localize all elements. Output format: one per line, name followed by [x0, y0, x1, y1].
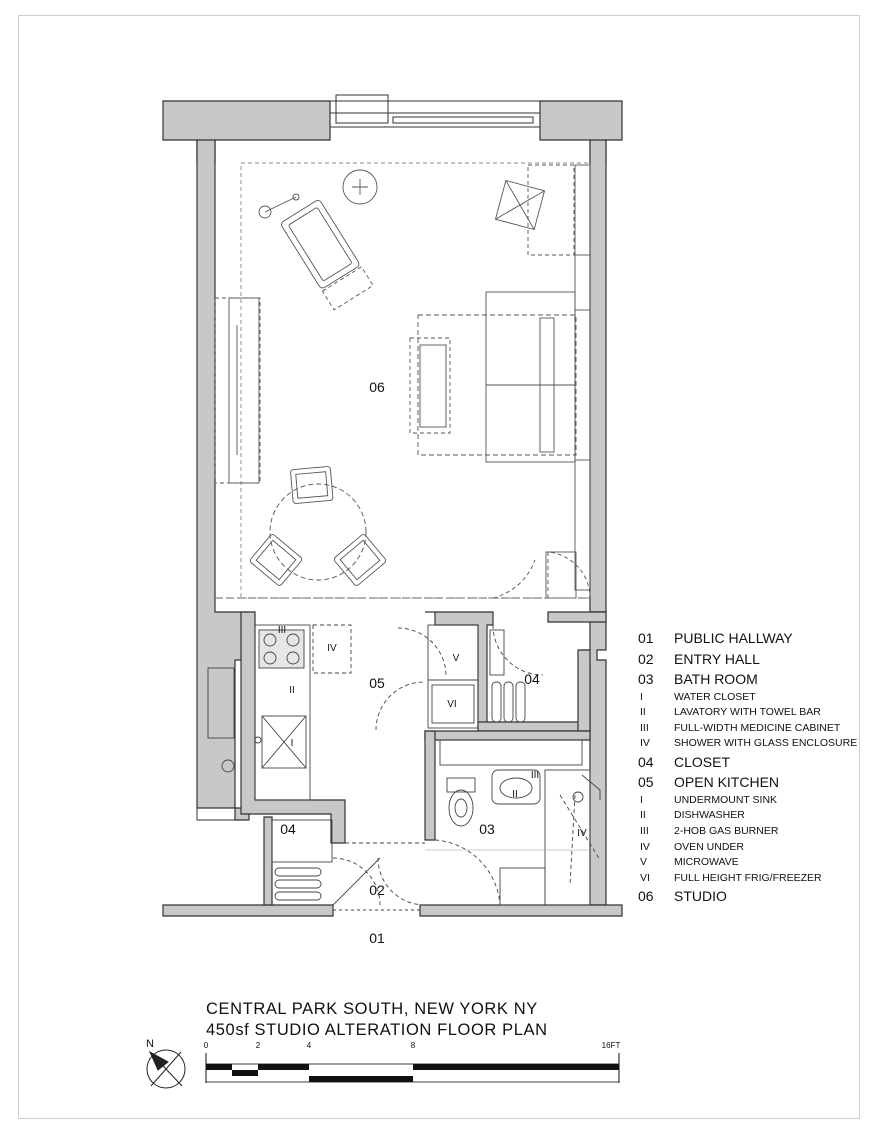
legend-code: 06 — [638, 888, 654, 905]
legend-subitem-code: I — [640, 690, 643, 703]
legend-item — [638, 669, 868, 690]
scale-tick-0: 0 — [203, 1041, 209, 1050]
legend-subitem-label: UNDERMOUNT SINK — [674, 793, 778, 806]
legend-subitem-label: 2-HOB GAS BURNER — [674, 825, 779, 838]
scale-tick-16: 16FT — [601, 1041, 621, 1050]
legend-subitem-label: DISHWASHER — [674, 809, 745, 822]
scale-bar — [204, 1041, 621, 1083]
legend-subitem — [638, 824, 868, 840]
legend-subitem-code: IV — [640, 737, 650, 750]
legend-subitem-code: III — [640, 721, 649, 734]
legend-subitem — [638, 855, 868, 871]
legend-subitem-label: MICROWAVE — [674, 856, 739, 869]
legend-subitem-code: IV — [640, 840, 650, 853]
title-line-1: CENTRAL PARK SOUTH, NEW YORK NY — [206, 1000, 538, 1018]
legend-subitem — [638, 690, 868, 706]
legend-subitem — [638, 705, 868, 721]
legend-subitem-code: II — [640, 809, 646, 822]
studio-furniture — [215, 163, 590, 598]
north-arrow — [146, 1038, 185, 1088]
scale-tick-8: 8 — [410, 1041, 416, 1050]
legend-item — [638, 886, 868, 907]
legend-subitem-code: VI — [640, 871, 650, 884]
legend-code: 03 — [638, 671, 654, 687]
room-labels — [277, 379, 540, 946]
legend-item — [638, 628, 868, 649]
mark-dishwasher: II — [289, 685, 295, 696]
mark-sink: I — [290, 738, 294, 749]
legend-label: ENTRY HALL — [674, 650, 760, 667]
legend-subitem — [638, 840, 868, 856]
label-open-kitchen: 05 — [369, 675, 385, 691]
label-closet-north: 04 — [524, 671, 540, 687]
legend-subitem — [638, 808, 868, 824]
legend-code: 05 — [638, 774, 654, 791]
legend-subitem-label: WATER CLOSET — [674, 690, 756, 703]
legend-subitem — [638, 721, 868, 737]
mark-fridge: VI — [447, 699, 457, 710]
drawing-title — [206, 999, 548, 1041]
mark-shower: IV — [577, 828, 587, 839]
mark-cabinet: III — [530, 770, 540, 781]
mark-microwave: V — [452, 653, 460, 664]
legend-subitem — [638, 793, 868, 809]
mark-lavatory: II — [512, 789, 518, 800]
legend-code: 02 — [638, 650, 654, 667]
legend-subitem-label: SHOWER WITH GLASS ENCLOSURE — [674, 737, 858, 750]
window — [330, 95, 540, 140]
legend-item — [638, 649, 868, 670]
legend-label: STUDIO — [674, 888, 727, 905]
legend-subitem-code: V — [640, 856, 648, 869]
legend-subitem-code: III — [640, 825, 649, 838]
legend-label: CLOSET — [674, 753, 731, 770]
legend-code: 01 — [638, 630, 654, 646]
legend-code: 04 — [638, 753, 654, 770]
legend-subitem-label: LAVATORY WITH TOWEL BAR — [674, 706, 821, 719]
north-arrow-label: N — [146, 1038, 154, 1050]
legend-label: OPEN KITCHEN — [674, 774, 780, 791]
label-bath-room: 03 — [479, 821, 495, 837]
label-entry-hall: 02 — [369, 882, 385, 898]
scale-tick-2: 2 — [255, 1041, 261, 1050]
legend-item — [638, 772, 868, 793]
legend-subitem-code: II — [640, 706, 646, 719]
walls — [163, 101, 622, 916]
label-studio: 06 — [369, 379, 385, 395]
legend-subitem-label: FULL-WIDTH MEDICINE CABINET — [674, 721, 841, 734]
label-public-hallway: 01 — [369, 930, 385, 946]
mark-oven: IV — [327, 643, 337, 654]
legend-subitem-label: OVEN UNDER — [674, 840, 745, 853]
legend-subitem — [638, 736, 868, 752]
legend-subitem-label: FULL HEIGHT FRIG/FREEZER — [674, 871, 822, 884]
legend-label: PUBLIC HALLWAY — [674, 630, 793, 646]
legend-subitem-code: I — [640, 793, 643, 806]
title-line-2: 450sf STUDIO ALTERATION FLOOR PLAN — [206, 1021, 548, 1039]
legend-subitem — [638, 871, 868, 887]
label-closet-south: 04 — [280, 821, 296, 837]
legend-label: BATH ROOM — [674, 671, 758, 687]
mark-gas-burner: III — [277, 625, 287, 636]
legend-item — [638, 752, 868, 773]
bath-fixtures — [425, 740, 600, 905]
scale-tick-4: 4 — [306, 1041, 312, 1050]
room-legend — [638, 628, 868, 907]
